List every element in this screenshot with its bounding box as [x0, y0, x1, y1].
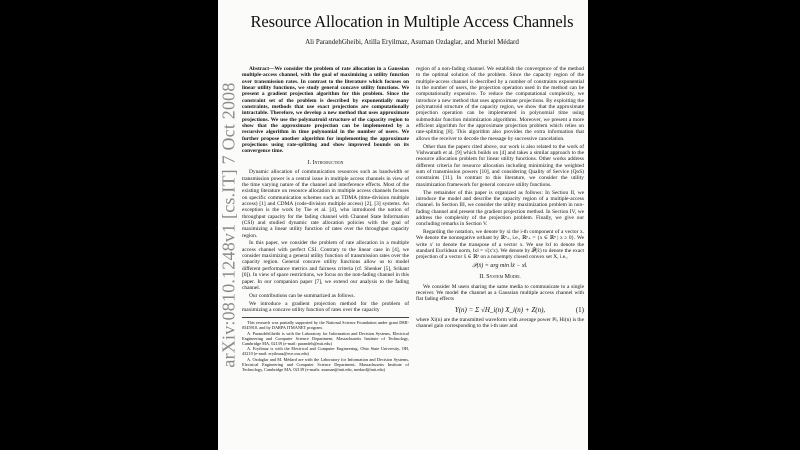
projection-equation: 𝒫(x̄) = arg min ‖x̄ − x‖.: [472, 262, 528, 269]
paper-page: [218, 0, 588, 450]
right-paragraph-1: region of a non-fading channel. We establish the convergence of the method to the optimal solution of the problem. Since the capacity region of the multiple-access channel is described by a number of constraints exponential in the number of users, the projection operation used in the method can be computationally expensive. To reduce the computational complexity, we introduce a new method that uses approximate projections. By exploiting the polymatroid structure of the capacity region, we show that the approximate projection operation can be implemented in polynomial time using submodular function minimization algorithms. Moreover, we present a more efficient algorithm for the approximate projection problem which relies on rate-splitting [8]. This algorithm also provides the extra information that allows the receiver to decode the message by successive cancelation.: [416, 66, 584, 142]
abstract-text: Abstract—We consider the problem of rate allocation in a Gaussian multiple-access channel, with the goal of maximizing a utility function over transmission rates. In contrast to the literature which focuses on linear utility functions, we study general concave utility functions. We present a gradient projection algorithm for this problem. Since the constraint set of the problem is described by exponentially many constraints, methods that use exact projections are computationally intractable. Therefore, we develop a new method that uses approximate projections. We use the polymatroid structure of the capacity region to show that the approximate projection can be implemented by a recursive algorithm in time polynomial in the number of users. We further propose another algorithm for implementing the approximate projections using rate-splitting and show improved bounds on its convergence time.: [242, 66, 409, 155]
section-heading-introduction: I. Introduction: [307, 159, 344, 166]
section-heading-system-model: II. System Model: [479, 274, 521, 281]
footnote-author-2: A. Eryilmaz is with the Electrical and Computer Engineering, Ohio State University, OH, 43210 (e-mail: eryilmaz@ece.osu.edu): [242, 346, 409, 357]
footnotes: [242, 317, 409, 372]
right-paragraph-3: The remainder of this paper is organized as follows: In Section II, we introduce the model and describe the capacity region of a multiple-access channel. In Section III, we consider the utility maximization problem in non-fading channel and present the gradient projection method. In Section IV, we address the complexity of the projection problem. Finally, we give our concluding remarks in Section V.: [416, 189, 584, 228]
abstract: [242, 66, 409, 155]
intro-paragraph-3: Our contributions can be summarized as follows.: [249, 292, 355, 299]
channel-equation-body: Y(n) = Σ √H_i(n) X_i(n) + Z(n),: [454, 305, 546, 314]
equation-number: (1): [575, 305, 584, 314]
final-paragraph: where Xi(n) are the transmitted waveform with average power Pi, Hi(n) is the channel gain corresponding to the i-th user and: [416, 316, 584, 330]
arxiv-stamp-text: arXiv:0810.1248v1 [cs.IT] 7 Oct 2008: [218, 82, 239, 368]
intro-paragraph-4: We introduce a gradient projection method for the problem of maximizing a concave utility function of rates over the capacity: [242, 300, 409, 313]
footnote-funding: This research was partially supported by the National Science Foundation under grant DMI-0545910, and by DARPA ITMANET program.: [242, 320, 409, 331]
right-paragraph-4: Regarding the notation, we denote by xi the i-th component of a vector x. We denote the nonnegative orthant by ℝⁿ₊, i.e., ℝⁿ₊ = {x ∈ ℝⁿ | x ≥ 0}. We write x′ to denote the transpose of a vector x. We use ‖x‖ to denote the standard Euclidean norm, ‖x‖ = √(x′x). We denote by 𝒫(x̄) to denote the exact projection of a vector x̄ ∈ ℝⁿ on a nonempty closed convex set X, i.e.,: [416, 229, 584, 261]
footnote-author-1: A. ParandehGheibi is with the Laboratory for Information and Decision Systems, Electrical Engineering and Computer Science Department, Massachusetts Institute of Technology, Cambridge MA, 02139 (e-mail: parandeh@mit.edu): [242, 330, 409, 347]
left-column: [242, 66, 409, 372]
arxiv-stamp: [218, 0, 240, 450]
system-model-paragraph: We consider M users sharing the same media to communicate to a single receiver. We model the channel as a Gaussian multiple access channel with flat fading effects: [416, 283, 584, 303]
channel-equation: [416, 307, 584, 313]
paper-title: Resource Allocation in Multiple Access Channels: [250, 12, 574, 31]
right-paragraph-2: Other than the papers cited above, our work is also related to the work of Vishwanath et al. [9] which builds on [4] and takes a similar approach to the resource allocation problem for linear utility functions. Other works address different criteria for resource allocation including minimizing the weighted sum of transmission powers [10], and considering Quality of Service (QoS) constraints [11]. In contrast to this literature, we consider the utility maximization framework for general concave utility functions.: [416, 143, 584, 188]
right-column: [416, 66, 584, 331]
intro-paragraph-1: Dynamic allocation of communication resources such as bandwidth or transmission power is a central issue in multiple access channels in view of the time varying nature of the channel and interference effects. Most of the existing literature on resource allocation in multiple access channels focuses on specific communication schemes such as TDMA (time-division multiple access) [1] and CDMA (code-division multiple access) [2], [3] systems. An exception is the work by Tse et al. [4], who introduced the notion of throughput capacity for the fading channel with Channel State Information (CSI) and studied dynamic rate allocation policies with the goal of maximizing a linear utility function of rates over the throughput capacity region.: [242, 169, 409, 239]
intro-paragraph-2: In this paper, we consider the problem of rate allocation in a multiple access channel with perfect CSI. Contrary to the linear case in [4], we consider maximizing a general utility function of transmission rates over the capacity region. General concave utility functions allow us to model different performance metrics and fairness criteria (cf. Shenker [5], Srikant [6]). In view of space restrictions, we focus on the non-fading channel in this paper. In our companion paper [7], we extend our analysis to the fading channel.: [242, 240, 409, 291]
paper-authors: Ali ParandehGheibi, Atilla Eryilmaz, Asuman Ozdaglar, and Muriel Médard: [305, 38, 519, 46]
footnote-author-3: A. Ozdaglar and M. Médard are with the Laboratory for Information and Decision Systems, Electrical Engineering and Computer Science Department, Massachusetts Institute of Technology, Cambridge MA, 02139 (e-mails: asuman@mit.edu, medard@mit.edu): [242, 356, 409, 373]
